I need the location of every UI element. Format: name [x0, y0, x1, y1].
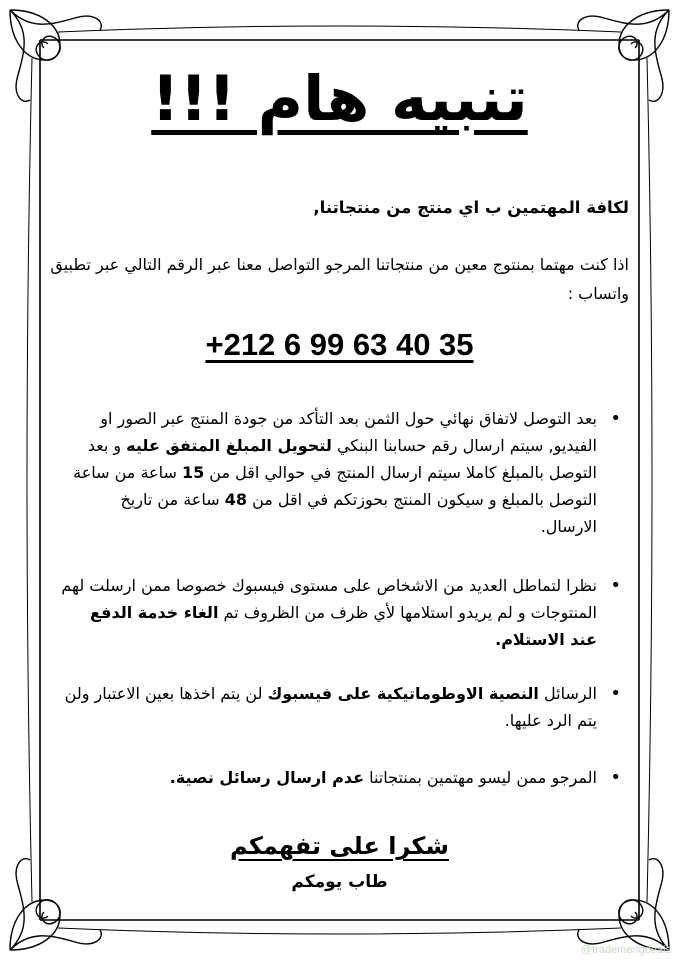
bullet-text: الرسائل [538, 684, 597, 703]
bullet-icon: • [610, 683, 621, 704]
bullet-bold-text: الغاء خدمة الدفع عند الاستلام. [90, 603, 597, 649]
bullet-text: المرجو ممن ليسو مهتمين بمنتجاتنا [364, 768, 597, 787]
bullet-bold-text: لتحويل المبلغ المتفق عليه [126, 436, 332, 455]
list-item [61, 405, 621, 540]
bullet-text: و بعد التوصل بالمبلغ كاملا سيتم ارسال المنتج في حوالي اقل من [87, 436, 597, 482]
bullet-text: لن يتم اخذها بعين الاعتبار ولن يتم الرد عليها. [64, 684, 597, 730]
bullet-icon: • [610, 575, 621, 596]
bullet-bold-text: النصية الاوطوماتيكية على فيسبوك [267, 684, 539, 703]
bullet-text: نظرا لتماطل العديد من الاشخاص على مستوى فيسبوك خصوصا ممن ارسلت لهم المنتوجات و لم يريدو استلامها لأي ظرف من الظروف تم [61, 576, 597, 622]
bullet-icon: • [610, 408, 621, 429]
bullet-text: ساعة من تاريخ الارسال. [120, 490, 597, 536]
watermark: @trademengdeals [580, 944, 671, 956]
phone-number: +212 6 99 63 40 35 [205, 327, 474, 362]
notice-list [61, 405, 621, 791]
goodbye-text: طاب يومكم [291, 872, 388, 892]
greeting: لكافة المهتمين ب اي منتج من منتجاتنا, [313, 198, 629, 217]
list-item [61, 572, 621, 653]
thanks-heading: شكرا على تفهمكم [230, 832, 449, 860]
bullet-text: بعد التوصل لاتفاق نهائي حول الثمن بعد التأكد من جودة المنتج عبر الصور او الفيديو, سيتم ارسال رقم حسابنا البنكي [100, 409, 597, 455]
bullet-text: ساعة من ساعة التوصل بالمبلغ و سيكون المنتج بحوزتكم في اقل من [73, 463, 597, 509]
list-item [61, 680, 621, 734]
bullet-bold-number: 48 [224, 490, 247, 509]
page-title: تنبيه هام !!! [151, 62, 528, 135]
bullet-bold-number: 15 [181, 463, 205, 482]
bullet-icon: • [610, 767, 621, 788]
intro-text: اذا كنت مهتما بمنتوج معين من منتجاتنا المرجو التواصل معنا عبر الرقم التالي عبر تطبيق واتساب : [50, 255, 629, 303]
list-item [61, 764, 621, 791]
bullet-bold-text: عدم ارسال رسائل نصية. [169, 768, 365, 787]
